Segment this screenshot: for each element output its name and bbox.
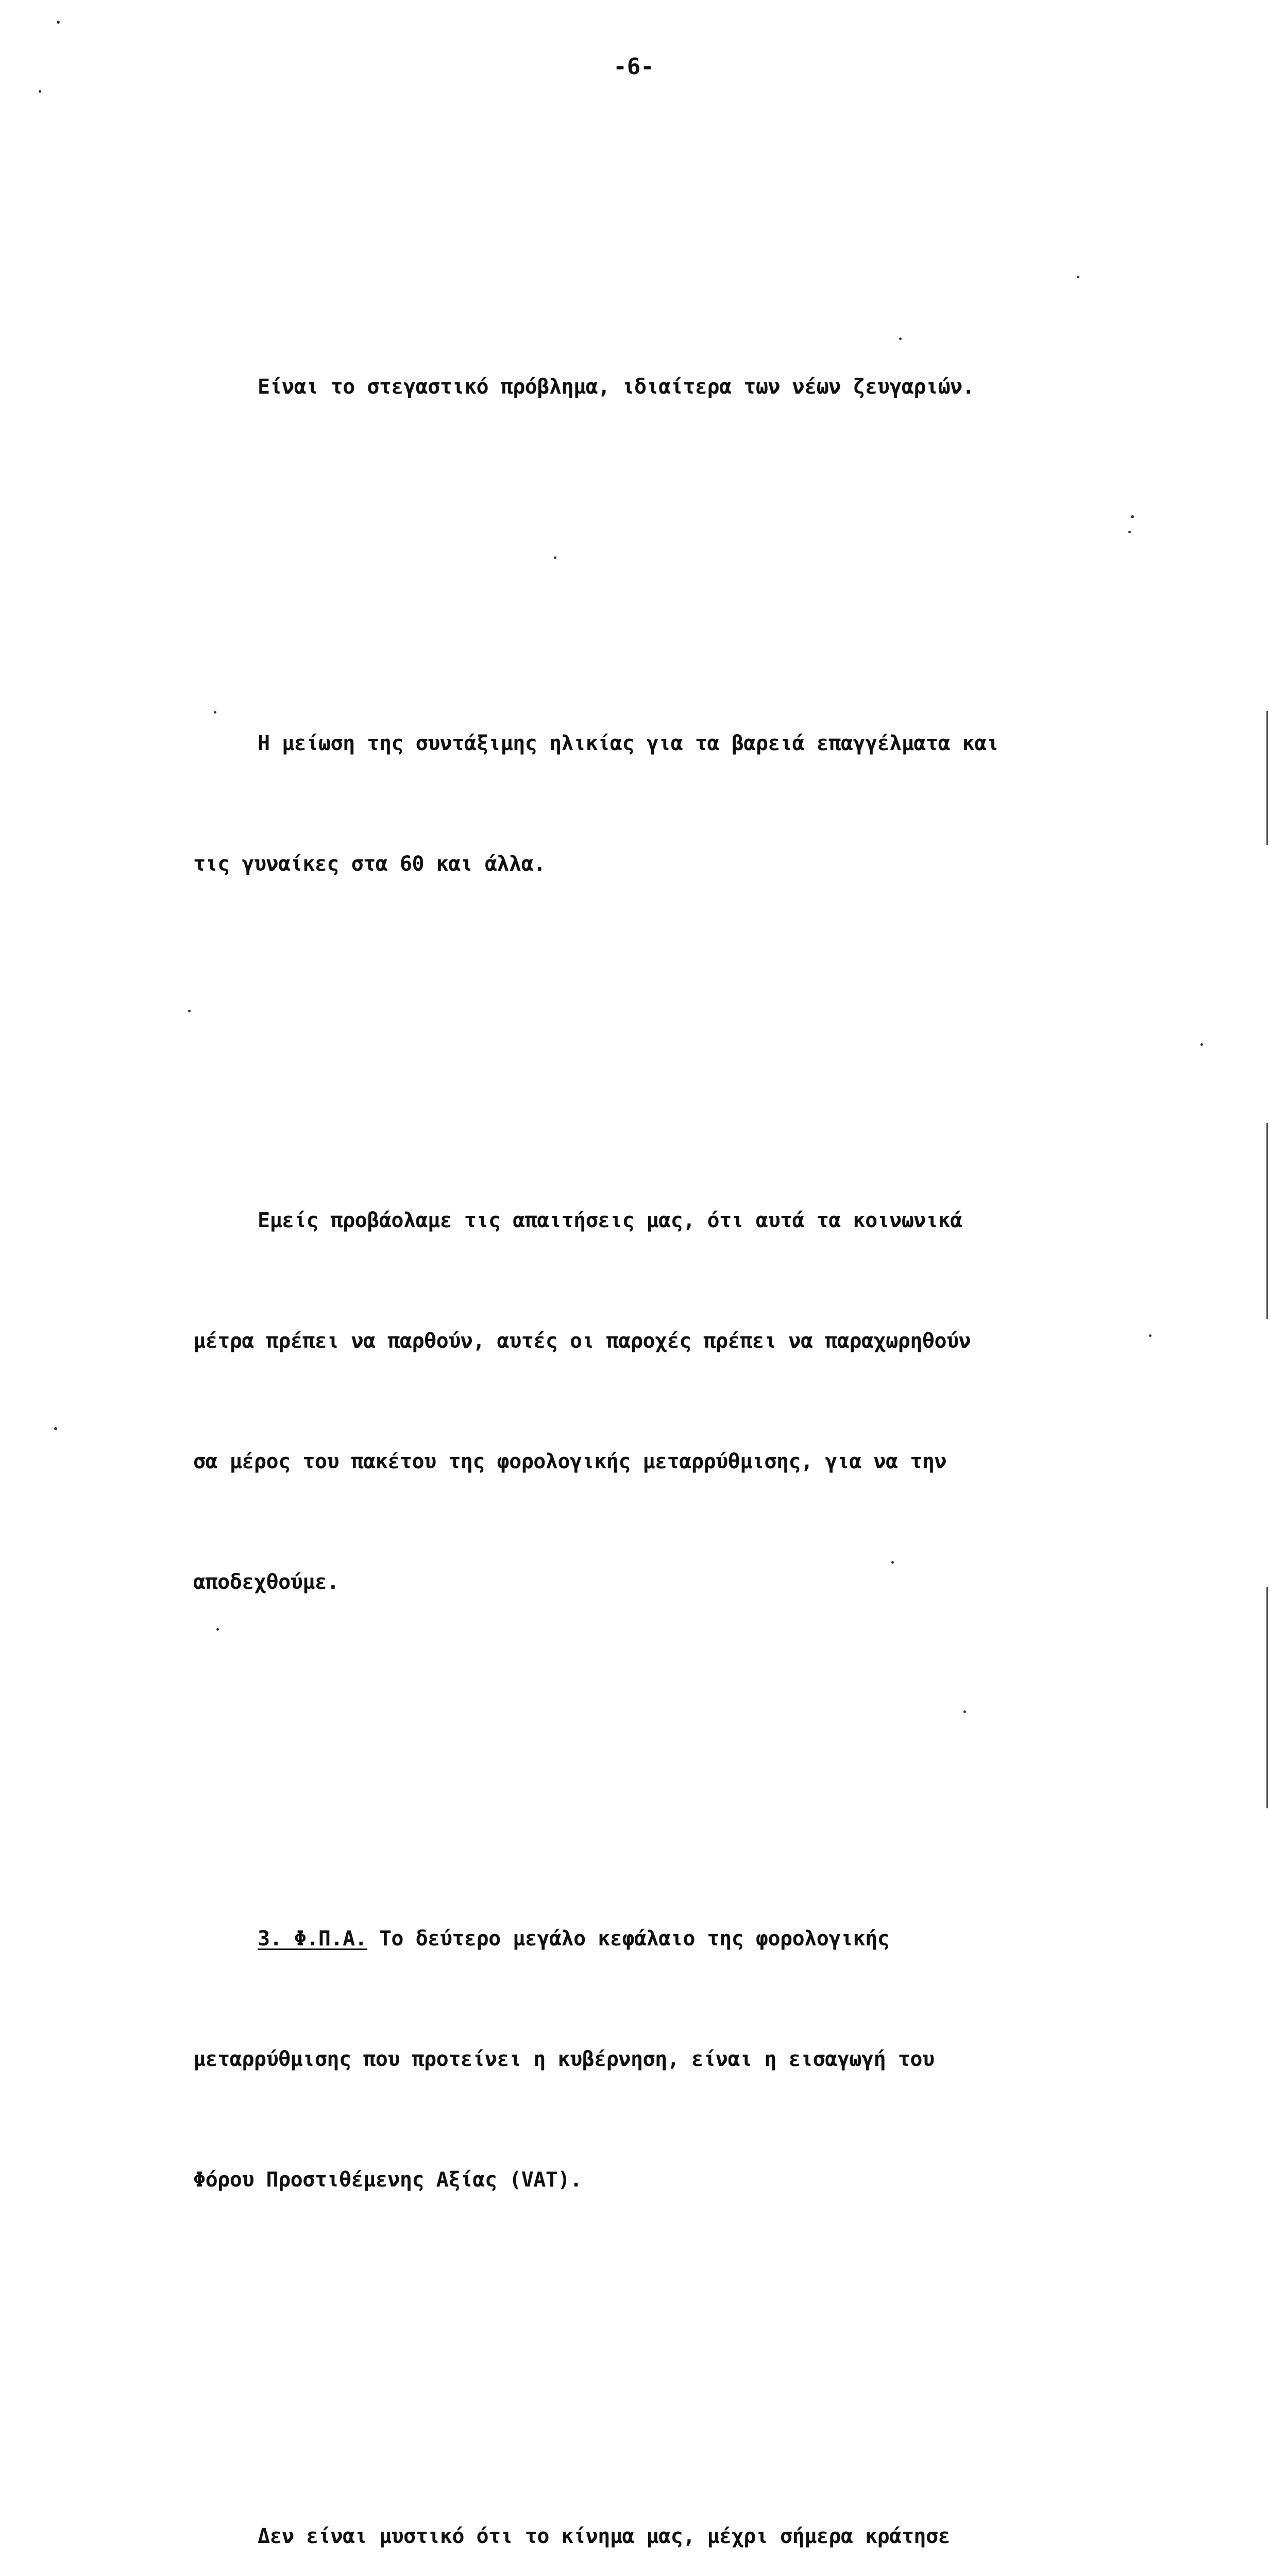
paragraph-pension-age	[193, 643, 1059, 964]
page-number: -6-	[613, 54, 654, 80]
text-line-rest: Το δεύτερο μεγάλο κεφάλαιο της φορολογικής	[367, 1927, 890, 1951]
scan-speck	[1077, 276, 1079, 278]
scan-speck	[39, 90, 41, 93]
text-line: Φόρου Προστιθέμενης Αξίας (VAT).	[193, 2168, 582, 2192]
scan-speck	[214, 711, 216, 714]
scan-speck	[57, 21, 60, 24]
scan-speck	[1131, 515, 1134, 518]
text-line: αποδεχθούμε.	[193, 1570, 339, 1594]
scan-speck	[1128, 531, 1131, 533]
text-line: Δεν είναι μυστικό ότι το κίνημα μας, μέχρι σήμερα κράτησε	[258, 2524, 951, 2548]
scan-speck	[554, 556, 556, 559]
text-line	[193, 1919, 1059, 1959]
scan-speck	[1149, 1334, 1152, 1337]
scan-edge-line	[1266, 711, 1268, 845]
section-heading: 3. Φ.Π.Α.	[258, 1927, 367, 1951]
scan-speck	[891, 1561, 894, 1564]
scan-speck	[963, 1710, 966, 1713]
text-line: σα μέρος του πακέτου της φορολογικής μεταρρύθμισης, για να την	[193, 1450, 947, 1473]
text-line: μεταρρύθμισης που προτείνει η κυβέρνηση, είναι η εισαγωγή του	[193, 2047, 935, 2071]
text-line: Εμείς προβάολαμε τις απαιτήσεις μας, ότι αυτά τα κοινωνικά	[258, 1209, 962, 1232]
paragraph-negative-stance	[193, 2436, 1059, 2576]
text-line: Η μείωση της συντάξιμης ηλικίας για τα βαρειά επαγγέλματα και	[258, 732, 999, 755]
paragraph-demands	[193, 1120, 1059, 1683]
scan-speck	[1200, 1043, 1203, 1046]
scan-speck	[54, 1427, 57, 1430]
text-line: τις γυναίκες στα 60 και άλλα.	[193, 852, 546, 876]
paragraph-housing	[193, 286, 1059, 487]
scan-edge-line	[1266, 1123, 1268, 1319]
paragraph-vat-section	[193, 1838, 1059, 2280]
text-line: μέτρα πρέπει να παρθούν, αυτές οι παροχές πρέπει να παραχωρηθούν	[193, 1329, 971, 1353]
scan-edge-line	[1266, 1587, 1268, 1808]
scan-speck	[188, 1010, 191, 1012]
text-line: Είναι το στεγαστικό πρόβλημα, ιδιαίτερα των νέων ζευγαριών.	[258, 375, 975, 399]
document-body	[193, 166, 1059, 2576]
scan-speck	[899, 337, 902, 340]
scan-speck	[216, 1628, 219, 1631]
